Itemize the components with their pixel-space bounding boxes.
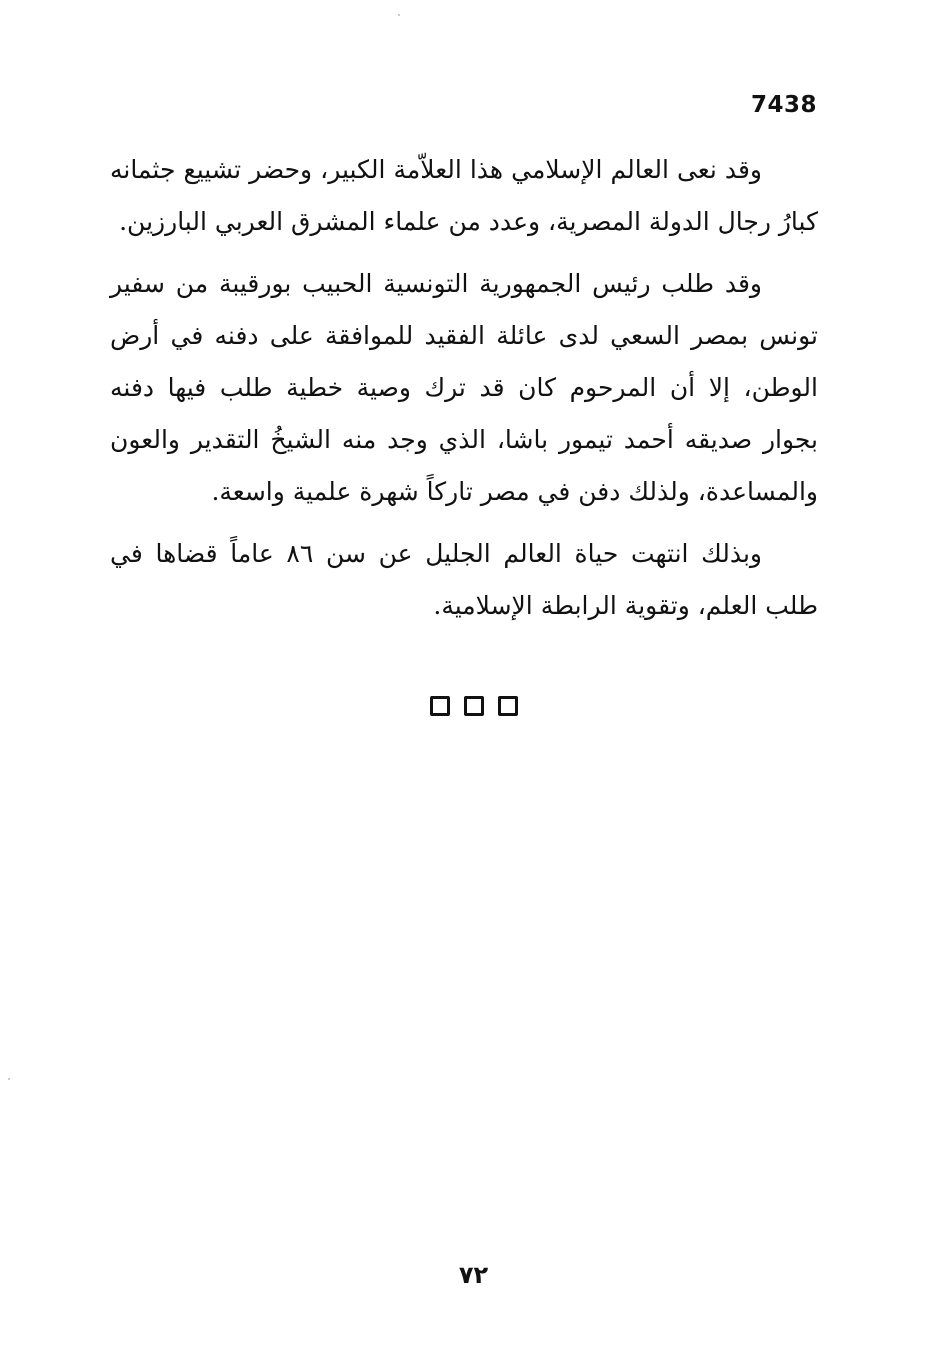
separator-box-icon <box>498 696 518 716</box>
page-number: ٧٢ <box>458 1261 489 1289</box>
paragraph-3: وبذلك انتهت حياة العالم الجليل عن سن ٨٦ عاماً قضاها في طلب العلم، وتقوية الرابطة الإسلامية. <box>110 539 818 620</box>
paragraph-2: وقد طلب رئيس الجمهورية التونسية الحبيب بورقيبة من سفير تونس بمصر السعي لدى عائلة الفقيد للموافقة على دفنه في أرض الوطن، إلا أن المرحوم كان قد ترك وصية خطية طلب فيها دفنه بجوار صديقه أحمد تيمور باشا، الذي وجد منه الشيخُ التقدير والعون والمساعدة، ولذلك دفن في مصر تاركاً شهرة علمية واسعة. <box>110 269 818 506</box>
paragraph-1: وقد نعى العالم الإسلامي هذا العلاّمة الكبير، وحضر تشييع جثمانه كبارُ رجال الدولة المصرية، وعدد من علماء المشرق العربي البارزين. <box>110 155 818 236</box>
scan-speck <box>398 14 400 16</box>
separator-box-icon <box>464 696 484 716</box>
section-separator <box>0 696 947 716</box>
separator-box-icon <box>430 696 450 716</box>
scan-speck <box>8 1078 10 1080</box>
body-text <box>110 144 818 642</box>
page-id: 7438 <box>750 92 817 118</box>
